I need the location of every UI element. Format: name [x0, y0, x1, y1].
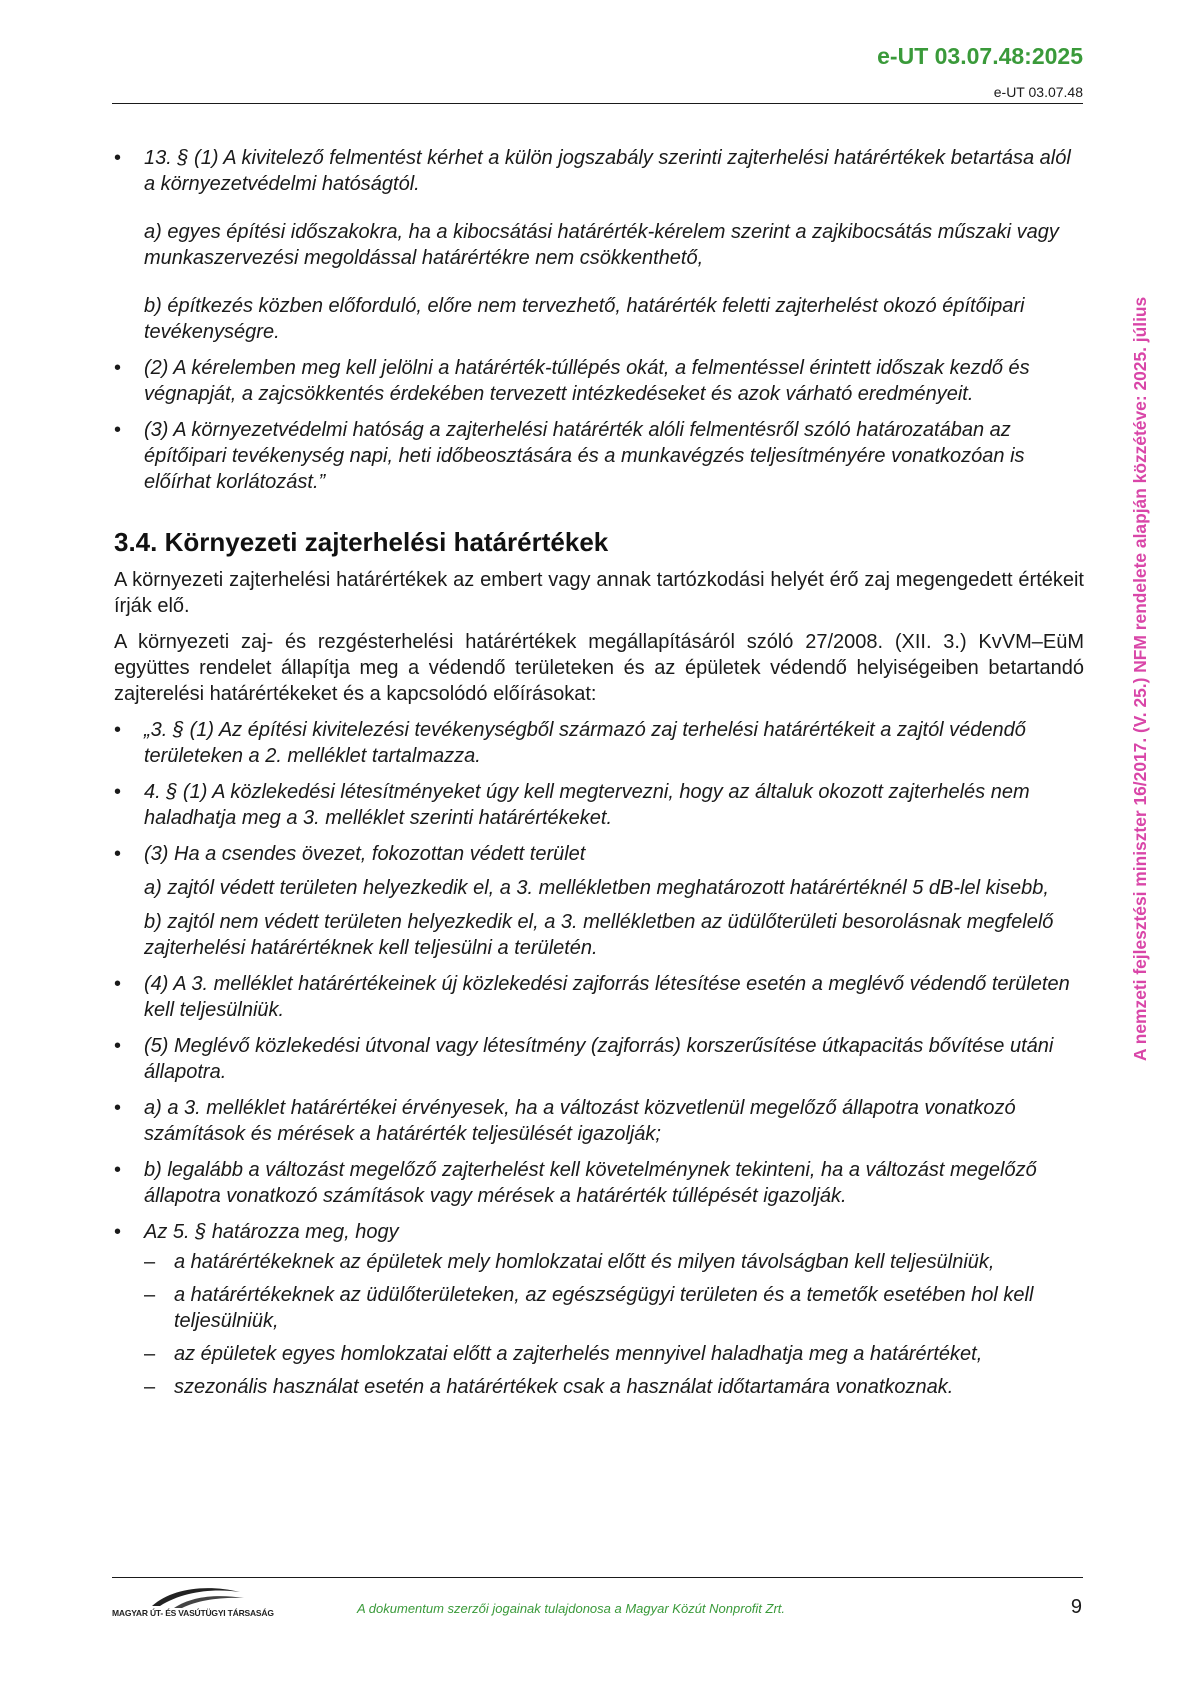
- dash-list-item: [144, 1249, 1084, 1275]
- list-item-subtext: b) építkezés közben előforduló, előre nem tervezhető, határérték feletti zajterhelést okozó építőipari tevékenységre.: [144, 295, 1025, 343]
- dash-list: [114, 1249, 1084, 1400]
- bullet-icon: •: [114, 973, 122, 995]
- list-item-text: 13. § (1) A kivitelező felmentést kérhet a külön jogszabály szerinti zajterhelési határértékek betartása alól a környezetvédelmi hatóságtól.: [144, 147, 1071, 195]
- list-item-text: (2) A kérelemben meg kell jelölni a határérték-túllépés okát, a felmentéssel érintett időszak kezdő és végnapját, a zajcsökkentés érdekében tervezett intézkedéseket és azok várható eredményeit.: [144, 357, 1030, 405]
- list-item-text: (3) Ha a csendes övezet, fokozottan védett terület: [144, 843, 586, 865]
- bullet-icon: •: [114, 147, 122, 169]
- dash-icon: –: [144, 1343, 156, 1365]
- dash-list-item: [144, 1374, 1084, 1400]
- list-item-text: b) legalább a változást megelőző zajterhelést kell követelménynek tekinteni, ha a változást megelőző állapotra vonatkozó számítások vagy mérések a határérték túllépését igazolják.: [144, 1159, 1037, 1207]
- list-item-subtext: a) egyes építési időszakokra, ha a kibocsátási határérték-kérelem szerint a zajkibocsátás műszaki vagy munkaszervezési megoldással határértékre nem csökkenthető,: [144, 221, 1059, 269]
- copyright-note: A dokumentum szerzői jogainak tulajdonosa a Magyar Közút Nonprofit Zrt.: [357, 1601, 786, 1616]
- dash-icon: –: [144, 1251, 156, 1273]
- list-item: [114, 355, 1084, 407]
- list-item: [114, 145, 1084, 345]
- document-code-small: e-UT 03.07.48: [993, 84, 1083, 100]
- logo-text: MAGYAR ÚT- ÉS VASÚTÜGYI TÁRSASÁG: [112, 1608, 274, 1618]
- list-item-text: (5) Meglévő közlekedési útvonal vagy létesítmény (zajforrás) korszerűsítése útkapacitás bővítése utáni állapotra.: [144, 1035, 1054, 1083]
- list-item: [114, 779, 1084, 831]
- page-number: 9: [1070, 1596, 1082, 1618]
- bullet-icon: •: [114, 1221, 122, 1243]
- bullet-icon: •: [114, 1159, 122, 1181]
- dash-item-text: szezonális használat esetén a határértékek csak a használat időtartamára vonatkoznak.: [174, 1376, 954, 1398]
- paragraph: A környezeti zaj- és rezgésterhelési határértékek megállapításáról szóló 27/2008. (XII. 3.) KvVM–EüM együttes rendelet állapítja meg a védendő területeken és az épületek védendő helyiségeiben betartandó zajterelési határértékeket és a kapcsolódó előírásokat:: [114, 631, 1084, 705]
- list-item: [114, 717, 1084, 769]
- bullet-icon: •: [114, 419, 122, 441]
- page-content: [114, 145, 1084, 1407]
- list-item-text: Az 5. § határozza meg, hogy: [144, 1221, 399, 1243]
- bullet-icon: •: [114, 719, 122, 741]
- list-item-subtext: b) zajtól nem védett területen helyezkedik el, a 3. mellékletben az üdülőterületi besorolásnak megfelelő zajterhelési határértéknek kell teljesülni a területén.: [144, 911, 1054, 959]
- section-heading: 3.4. Környezeti zajterhelési határértékek: [114, 527, 609, 557]
- document-code: e-UT 03.07.48:2025: [877, 43, 1083, 69]
- paragraph: A környezeti zajterhelési határértékek az embert vagy annak tartózkodási helyét érő zaj megengedett értékeit írják elő.: [114, 569, 1084, 617]
- list-item: [114, 971, 1084, 1023]
- list-item-text: 4. § (1) A közlekedési létesítményeket úgy kell megtervezni, hogy az általuk okozott zajterhelés nem haladhatja meg a 3. melléklet szerinti határértékeket.: [144, 781, 1030, 829]
- company-logo: [112, 1582, 274, 1622]
- list-item: [114, 1157, 1084, 1209]
- dash-item-text: a határértékeknek az üdülőterületeken, az egészségügyi területen és a temetők esetében hol kell teljesülniük,: [174, 1284, 1034, 1332]
- dash-list-item: [144, 1282, 1084, 1334]
- list-item-text: a) a 3. melléklet határértékei érvényesek, ha a változást közvetlenül megelőző állapotra vonatkozó számítások és mérések a határérték teljesülését igazolják;: [144, 1097, 1016, 1145]
- bullet-icon: •: [114, 1035, 122, 1057]
- list-item: [114, 417, 1084, 495]
- side-publication-note: A nemzeti fejlesztési miniszter 16/2017. (V. 25.) NFM rendelete alapján közzétéve: 2025. július: [1130, 296, 1150, 1061]
- bullet-icon: •: [114, 781, 122, 803]
- list-item: [114, 1033, 1084, 1085]
- list-item-text: (4) A 3. melléklet határértékeinek új közlekedési zajforrás létesítése esetén a meglévő védendő területen kell teljesülniük.: [144, 973, 1070, 1021]
- list-item: [114, 841, 1084, 961]
- footer-rule: [112, 1577, 1083, 1578]
- dash-item-text: az épületek egyes homlokzatai előtt a zajterhelés mennyivel haladhatja meg a határértéket,: [174, 1343, 983, 1365]
- bullet-icon: •: [114, 357, 122, 379]
- list-item-subtext: a) zajtól védett területen helyezkedik el, a 3. mellékletben meghatározott határértéknél 5 dB-lel kisebb,: [144, 877, 1049, 899]
- list-item-text: (3) A környezetvédelmi hatóság a zajterhelési határérték alóli felmentésről szóló határozatában az építőipari tevékenység napi, heti időbeosztására és a munkavégzés teljesítményére vonatkozóan is előírhat korlátozást.”: [144, 419, 1025, 493]
- list-item: [114, 1095, 1084, 1147]
- bullet-icon: •: [114, 843, 122, 865]
- swoosh-icon: [112, 1582, 262, 1610]
- dash-icon: –: [144, 1284, 156, 1306]
- list-item: [114, 1219, 1084, 1245]
- bullet-icon: •: [114, 1097, 122, 1119]
- side-note-container: [1128, 161, 1168, 1061]
- dash-item-text: a határértékeknek az épületek mely homlokzatai előtt és milyen távolságban kell teljesülniük,: [174, 1251, 995, 1273]
- list-item-text: „3. § (1) Az építési kivitelezési tevékenységből származó zaj terhelési határértékeit a zajtól védendő területeken a 2. melléklet tartalmazza.: [144, 719, 1026, 767]
- dash-icon: –: [144, 1376, 156, 1398]
- header-rule: [112, 103, 1083, 104]
- dash-list-item: [144, 1341, 1084, 1367]
